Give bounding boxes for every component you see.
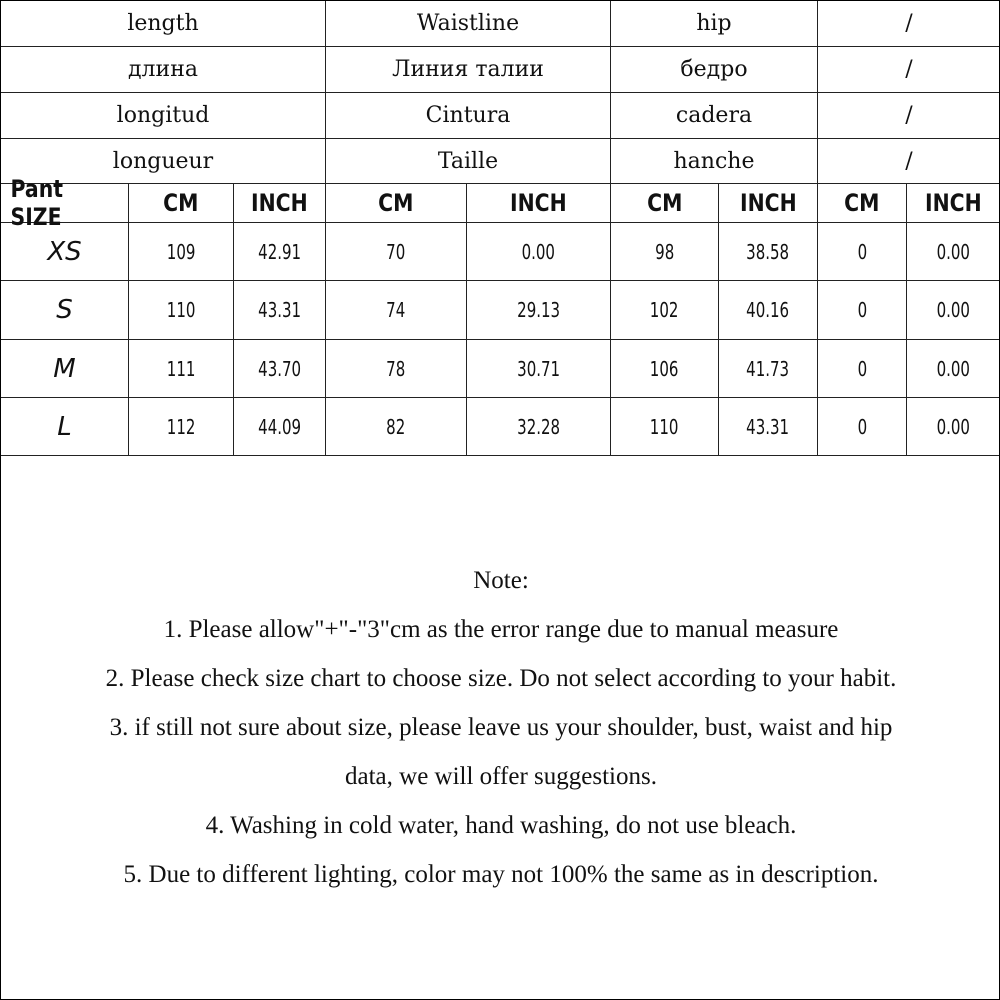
column-header <box>467 184 611 223</box>
label-cell-text: / <box>905 57 913 82</box>
label-cell <box>818 47 1000 93</box>
measurement-cell <box>129 223 234 281</box>
measurement-cell <box>818 398 907 456</box>
label-cell-text: hip <box>696 11 732 36</box>
column-header-text: INCH <box>251 189 308 217</box>
label-cell-text: Линия талии <box>392 57 544 82</box>
measurement-cell <box>719 340 818 398</box>
size-label-text: S <box>56 295 73 325</box>
measurement-cell-text: 29.13 <box>517 298 560 322</box>
measurement-cell <box>611 398 719 456</box>
measurement-cell-text: 43.70 <box>258 356 301 381</box>
note-line: 1. Please allow"+"-"3"cm as the error range due to manual measure <box>163 616 839 643</box>
label-cell-text: Waistline <box>416 11 520 36</box>
note-line: 4. Washing in cold water, hand washing, do not use bleach. <box>205 812 797 839</box>
label-cell <box>1 93 326 139</box>
label-cell <box>326 1 611 47</box>
label-cell <box>326 47 611 93</box>
measurement-cell-text: 44.09 <box>258 414 301 439</box>
measurement-cell <box>611 223 719 281</box>
measurement-cell <box>129 281 234 340</box>
measurement-cell <box>467 281 611 340</box>
column-header <box>129 184 234 223</box>
size-label-text: L <box>57 411 72 442</box>
column-header-text: INCH <box>510 189 567 217</box>
label-cell <box>818 1 1000 47</box>
column-header <box>818 184 907 223</box>
measurement-cell-text: 30.71 <box>517 356 560 381</box>
size-label <box>1 281 129 340</box>
column-header <box>611 184 719 223</box>
measurement-cell <box>467 340 611 398</box>
column-header <box>326 184 467 223</box>
measurement-cell-text: 38.58 <box>746 239 790 264</box>
measurement-cell <box>234 223 326 281</box>
measurement-cell <box>326 223 467 281</box>
measurement-cell-text: 0 <box>857 356 867 381</box>
column-header-text: Pant SIZE <box>10 175 63 231</box>
measurement-cell-text: 41.73 <box>746 356 790 381</box>
label-cell <box>611 139 818 184</box>
note-line: 2. Please check size chart to choose size. Do not select according to your habit. <box>105 665 897 692</box>
measurement-cell-text: 40.16 <box>746 298 790 322</box>
measurement-cell-text: 0 <box>857 239 867 264</box>
label-cell-text: Cintura <box>425 103 511 128</box>
measurement-cell-text: 0.00 <box>936 414 971 439</box>
measurement-cell-text: 111 <box>166 356 196 381</box>
column-header-text: CM <box>163 189 199 217</box>
column-header-text: INCH <box>925 189 982 217</box>
measurement-cell <box>818 340 907 398</box>
measurement-cell <box>326 340 467 398</box>
label-cell-text: / <box>905 103 913 128</box>
measurement-cell-text: 74 <box>386 298 406 322</box>
measurement-cell-text: 32.28 <box>517 414 560 439</box>
measurement-cell <box>467 398 611 456</box>
label-cell <box>1 1 326 47</box>
label-cell <box>611 1 818 47</box>
measurement-cell <box>719 223 818 281</box>
measurement-cell <box>907 398 1000 456</box>
label-cell-text: / <box>905 11 913 36</box>
measurement-cell-text: 0.00 <box>936 298 971 322</box>
label-cell <box>326 93 611 139</box>
size-label <box>1 398 129 456</box>
measurement-cell-text: 43.31 <box>258 298 301 322</box>
label-cell <box>326 139 611 184</box>
measurement-cell <box>907 223 1000 281</box>
measurement-cell <box>129 340 234 398</box>
label-cell-text: longitud <box>116 103 210 128</box>
note-line: data, we will offer suggestions. <box>345 763 657 790</box>
label-cell <box>818 139 1000 184</box>
measurement-cell <box>611 281 719 340</box>
label-cell <box>818 93 1000 139</box>
measurement-cell <box>234 398 326 456</box>
measurement-cell-text: 112 <box>166 414 196 439</box>
measurement-cell-text: 109 <box>166 239 196 264</box>
measurement-cell-text: 0.00 <box>936 356 971 381</box>
size-label-text: M <box>53 353 76 384</box>
measurement-cell <box>719 281 818 340</box>
note-line: 5. Due to different lighting, color may not 100% the same as in description. <box>123 861 879 888</box>
measurement-cell-text: 70 <box>386 239 406 264</box>
measurement-cell-text: 0.00 <box>936 239 971 264</box>
measurement-cell <box>907 340 1000 398</box>
measurement-cell <box>719 398 818 456</box>
measurement-cell <box>234 281 326 340</box>
size-label <box>1 223 129 281</box>
measurement-cell <box>129 398 234 456</box>
measurement-cell-text: 98 <box>654 239 675 264</box>
label-cell-text: cadera <box>675 103 753 128</box>
measurement-cell-text: 43.31 <box>746 414 790 439</box>
label-cell-text: / <box>905 148 913 174</box>
measurement-cell <box>818 223 907 281</box>
measurement-cell <box>234 340 326 398</box>
measurement-cell <box>907 281 1000 340</box>
label-cell-text: length <box>127 11 199 36</box>
measurement-cell-text: 102 <box>650 298 679 322</box>
column-header-text: CM <box>378 189 414 217</box>
label-cell-text: longueur <box>112 148 214 174</box>
column-header-text: CM <box>646 189 683 217</box>
measurement-cell <box>326 398 467 456</box>
notes-title: Note: <box>473 567 529 594</box>
label-cell-text: Taille <box>437 148 499 174</box>
measurement-cell-text: 0.00 <box>521 239 556 264</box>
column-header <box>234 184 326 223</box>
note-line: 3. if still not sure about size, please leave us your shoulder, bust, waist and hip <box>109 714 893 741</box>
measurement-cell-text: 0 <box>857 298 867 322</box>
size-label <box>1 340 129 398</box>
column-header <box>719 184 818 223</box>
label-cell <box>1 47 326 93</box>
measurement-cell-text: 0 <box>857 414 867 439</box>
measurement-cell <box>611 340 719 398</box>
label-cell <box>611 47 818 93</box>
label-cell-text: hanche <box>673 148 755 174</box>
measurement-cell <box>818 281 907 340</box>
measurement-cell-text: 110 <box>166 298 196 322</box>
measurement-cell-text: 42.91 <box>258 239 301 264</box>
measurement-cell-text: 82 <box>386 414 406 439</box>
column-header <box>907 184 1000 223</box>
measurement-cell-text: 110 <box>650 414 679 439</box>
label-cell-text: длина <box>128 57 198 82</box>
column-header-text: CM <box>844 189 880 217</box>
column-header <box>1 175 129 231</box>
label-cell-text: бедро <box>680 57 748 82</box>
measurement-cell <box>467 223 611 281</box>
measurement-cell-text: 106 <box>650 356 679 381</box>
measurement-cell <box>326 281 467 340</box>
label-cell <box>611 93 818 139</box>
size-label-text: XS <box>47 236 82 267</box>
column-header-text: INCH <box>739 189 797 217</box>
notes-section <box>1 561 1000 904</box>
measurement-cell-text: 78 <box>386 356 406 381</box>
